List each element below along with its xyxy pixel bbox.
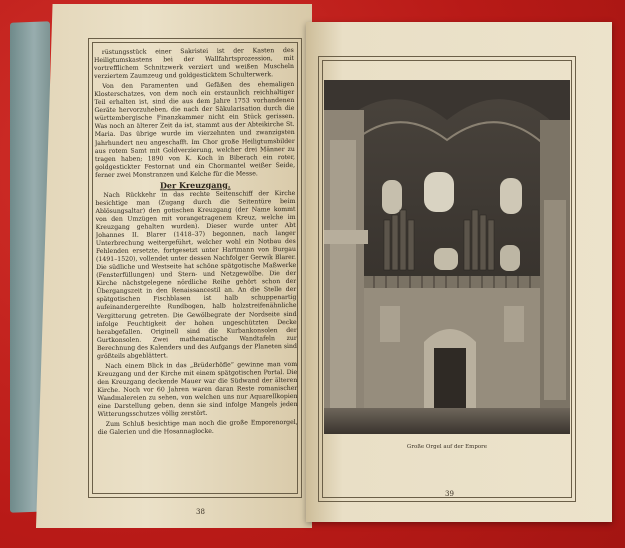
organ-photograph xyxy=(324,80,570,434)
paragraph: rüstungsstück einer Sakristei ist der Kasten des Heiligtumskastens bei der Wallfahrtsprozession, mit vortrefflichem Schnitzwerk verziert und weißen Muscheln verziertem Zaumzeug und goldgesticktem Schulterwerk. xyxy=(93,46,295,81)
section-heading: Der Kreuzgang. xyxy=(159,179,231,191)
paragraph: Nach Rückkehr in das rechte Seitenschiff der Kirche besichtige man (Zugang durch die Seitentüre beim Ablösungsaltar) den gotischen Kreuzgang (der Name kommt von den Umzügen mit vorangetragenem Kreuz, welche im Kreuzgang gehalten wurden). Dieser wurde unter Abt Johannes II. Blarer (1418–37) begonnen, nach langer Unterbrechung weitergeführt, welcher wohl ein Notbau des Fehlenden ersetzte, fortgesetzt unter Hartmann von Burgau (1491–1520), vollendet unter dessen Nachfolger Gerwik Blarer. Die südliche und Westseite hat schöne spätgotische Maßwerke (Fensterfüllungen) und Stern- und Netzgewölbe. Die der Kirche nächstgelegene nördliche Reihe gehört schon der Übergangszeit in den Renaissancestil an. An die Stelle der spätgotischen Fischblasen ist halb schuppenartig aufeinandergereihte Rundbogen, halb holzstreifenähnliche Vergitterung getreten. Die Gewölbegrate der Nordseite sind infolge Feuchtigkeit der hohen ungeschützten Decke herabgefallen. Originell sind die Kurbankonsolen der Gurtkonsolen. Zwei mathematische Wandtafeln zur Berechnung des Kalenders und des Aufgangs der Planeten sind größteils abgeblättert. xyxy=(95,189,297,360)
left-page-number: 38 xyxy=(196,508,205,516)
left-page-text xyxy=(94,47,298,467)
paragraph: Zum Schluß besichtige man noch die große Emporenorgel, die Galerien und die Hosannaglocke. xyxy=(97,419,298,437)
paragraph: Von den Paramenten und Gefäßen des ehemaligen Klosterschatzes, von dem noch ein erstaunlich reichhaltiger Teil erhalten ist, sind die aus dem Jahre 1753 vorhandenen Geräte hervorzuheben, die nach der Säkularisation durch die württembergische Finanzkammer nicht ein Stück gerissen. Was noch an älterer Zeit da ist, stammt aus der Abteikirche St. Maria. Das übrige wurde im vierzehnten und zwanzigsten Jahrhundert neu angeschafft. Im Chor große Heiligtumsbilder aus rotem Samt mit Goldverzierung, welcher drei Männer zu tragen haben; 1890 von K. Koch in Biberach ein roter, goldgestickter Festornat und ein Chormantel weißer Seide, ferner zwei Monstranzen und Kelche für die Messe. xyxy=(94,81,296,179)
photo-caption: Große Orgel auf der Empore xyxy=(406,444,488,450)
right-page-number: 39 xyxy=(445,490,454,498)
paragraph: Nach einem Blick in das „Brüderhöfle“ gewinne man vom Kreuzgang und der Kirche mit einem spätgotischen Portal. Die den Kreuzgang deckende Mauer war die Südwand der älteren Kirche. Noch vor 60 Jahren waren daran Reste romanischer Wandmalereien zu sehen, von welchen uns nur Aquarellkopien eine Darstellung geben, denn sie sind infolge Mangels jeden Witterungsschutzes völlig zerstört. xyxy=(97,360,298,419)
